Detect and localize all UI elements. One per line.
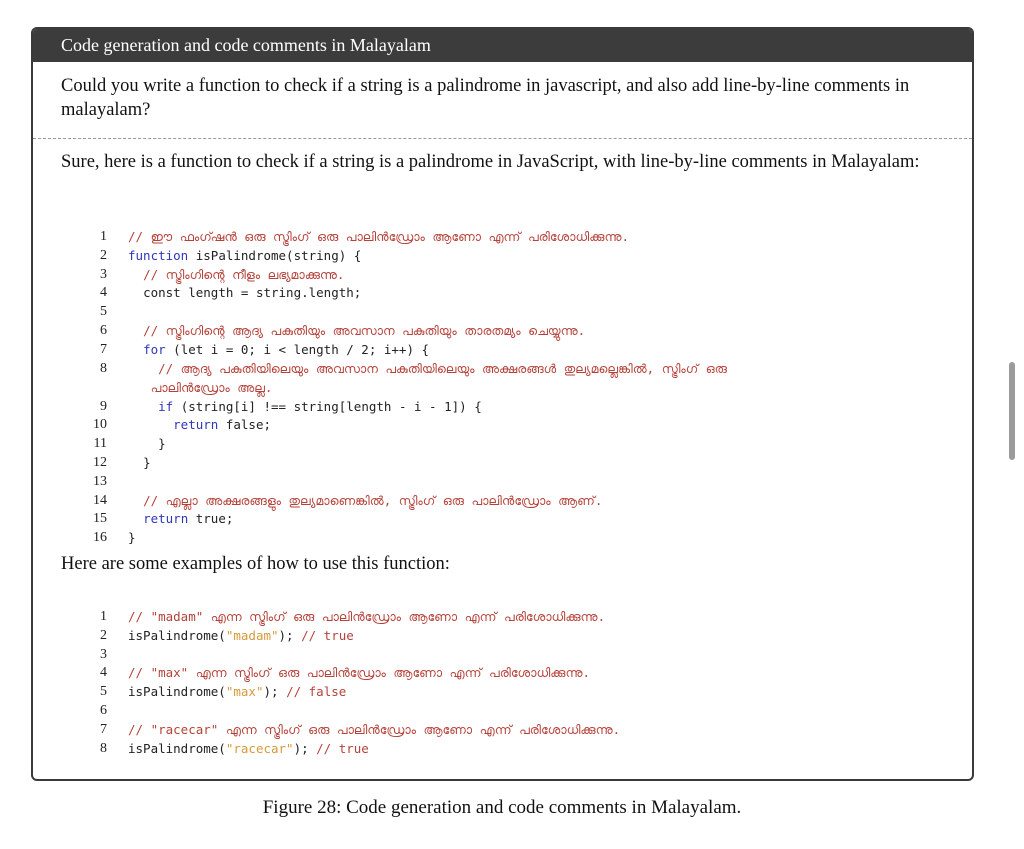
line-number: 16 — [93, 530, 107, 546]
line-number: 1 — [100, 609, 107, 624]
code-comment: // ഈ ഫംഗ്ഷൻ ഒരു സ്ട്രിംഗ് ഒരു പാലിൻഡ്രോം ആണോ എന്ന് പരിശോധിക്കുന്നു. — [128, 229, 630, 244]
line-number: 6 — [100, 322, 107, 338]
code-token: isPalindrome( — [128, 627, 226, 643]
line-number: 6 — [100, 702, 107, 718]
box-title: Code generation and code comments in Malayalam — [33, 29, 972, 62]
code-text — [128, 663, 590, 682]
code-text — [128, 283, 361, 302]
code-text — [128, 626, 354, 645]
code-text — [128, 340, 429, 359]
dashed-divider — [33, 138, 972, 139]
line-number: 2 — [100, 627, 107, 643]
code-token: isPalindrome( — [128, 740, 226, 756]
code-token: } — [143, 454, 151, 470]
code-token: } — [128, 530, 136, 546]
code-text — [128, 227, 629, 246]
code-comment: // true — [301, 627, 354, 643]
code-text — [128, 491, 602, 510]
line-number: 15 — [93, 511, 107, 527]
code-string: "max" — [225, 684, 264, 700]
code-token: isPalindrome( — [128, 684, 226, 700]
code-token: ); — [263, 684, 287, 700]
code-token: false; — [218, 417, 271, 433]
code-text — [128, 739, 369, 758]
line-number: 12 — [93, 454, 107, 470]
code-text — [128, 528, 136, 547]
line-number: 8 — [100, 360, 107, 376]
code-string: "racecar" — [225, 740, 294, 756]
line-number: 13 — [93, 473, 107, 489]
code-comment: // "max" എന്ന സ്ട്രിംഗ് ഒരു പാലിൻഡ്രോം ആണോ എന്ന് പരിശോധിക്കുന്നു. — [128, 665, 591, 681]
line-number: 3 — [100, 646, 107, 662]
line-number: 4 — [100, 285, 107, 301]
code-text — [128, 321, 585, 340]
code-keyword: return — [173, 417, 219, 433]
code-comment: // സ്ട്രിംഗിന്റെ നീളം ലഭ്യമാക്കുന്നു. — [143, 266, 345, 282]
line-number: 11 — [93, 436, 107, 452]
code-token: ); — [293, 740, 317, 756]
line-number: 7 — [100, 341, 107, 357]
code-token: } — [158, 436, 166, 452]
code-keyword: return — [143, 511, 189, 527]
line-number: 7 — [100, 721, 107, 737]
code-comment: // എല്ലാ അക്ഷരങ്ങളും തുല്യമാണെങ്കിൽ, സ്ട്രിംഗ് ഒരു പാലിൻഡ്രോം ആണ്. — [143, 492, 603, 508]
code-text — [128, 359, 888, 397]
code-text — [128, 607, 605, 626]
line-number: 2 — [100, 247, 107, 263]
code-keyword: function — [128, 247, 189, 263]
code-comment: // false — [286, 684, 347, 700]
code-token: true; — [188, 511, 234, 527]
code-token: (string[i] !== string[length - i - 1]) { — [173, 398, 482, 414]
code-text — [128, 682, 346, 701]
scrollbar[interactable] — [1009, 362, 1015, 460]
code-comment: // "racecar" എന്ന സ്ട്രിംഗ് ഒരു പാലിൻഡ്രോം ആണോ എന്ന് പരിശോധിക്കുന്നു. — [128, 721, 621, 737]
code-token: (let i = 0; i < length / 2; i++) { — [165, 341, 430, 357]
code-comment: // ആദ്യ പകുതിയിലെയും അവസാന പകുതിയിലെയും അക്ഷരങ്ങൾ തുല്യമല്ലെങ്കിൽ, സ്ട്രിംഗ് ഒരു പാലിൻഡ്രോം അല്ല. — [150, 360, 727, 395]
figure-caption: Figure 28: Code generation and code comments in Malayalam. — [262, 797, 742, 818]
line-number: 1 — [100, 229, 107, 244]
code-token: ); — [278, 627, 302, 643]
line-number: 5 — [100, 304, 107, 320]
code-text — [128, 246, 361, 265]
code-comment: // "madam" എന്ന സ്ട്രിംഗ് ഒരു പാലിൻഡ്രോം ആണോ എന്ന് പരിശോധിക്കുന്നു. — [128, 609, 606, 624]
code-text — [128, 397, 482, 416]
line-number: 14 — [93, 492, 107, 508]
code-keyword: for — [143, 341, 166, 357]
code-string: "madam" — [225, 627, 279, 643]
user-prompt: Could you write a function to check if a string is a palindrome in javascript, and also add line-by-line comments in malayalam? — [61, 76, 910, 120]
code-text — [128, 509, 233, 528]
code-text — [128, 415, 271, 434]
line-number: 9 — [100, 398, 107, 414]
line-number: 10 — [93, 417, 107, 433]
code-text — [128, 453, 151, 472]
examples-heading: Here are some examples of how to use this function: — [61, 554, 450, 574]
code-keyword: if — [158, 398, 174, 414]
line-number: 4 — [100, 665, 107, 681]
code-comment: // true — [316, 740, 369, 756]
line-number: 5 — [100, 684, 107, 700]
code-text — [128, 265, 344, 284]
code-token: isPalindrome(string) { — [188, 247, 362, 263]
line-number: 3 — [100, 266, 107, 282]
example-box — [31, 27, 974, 781]
assistant-answer: Sure, here is a function to check if a string is a palindrome in JavaScript, with line-by-line comments in Malayalam: — [61, 152, 920, 172]
code-comment: // സ്ട്രിംഗിന്റെ ആദ്യ പകുതിയും അവസാന പകുതിയും താരതമ്യം ചെയ്യുന്നു. — [143, 322, 586, 338]
line-number: 8 — [100, 740, 107, 756]
code-token: const length = string.length; — [143, 285, 362, 301]
code-text — [128, 434, 166, 453]
code-text — [128, 720, 620, 739]
